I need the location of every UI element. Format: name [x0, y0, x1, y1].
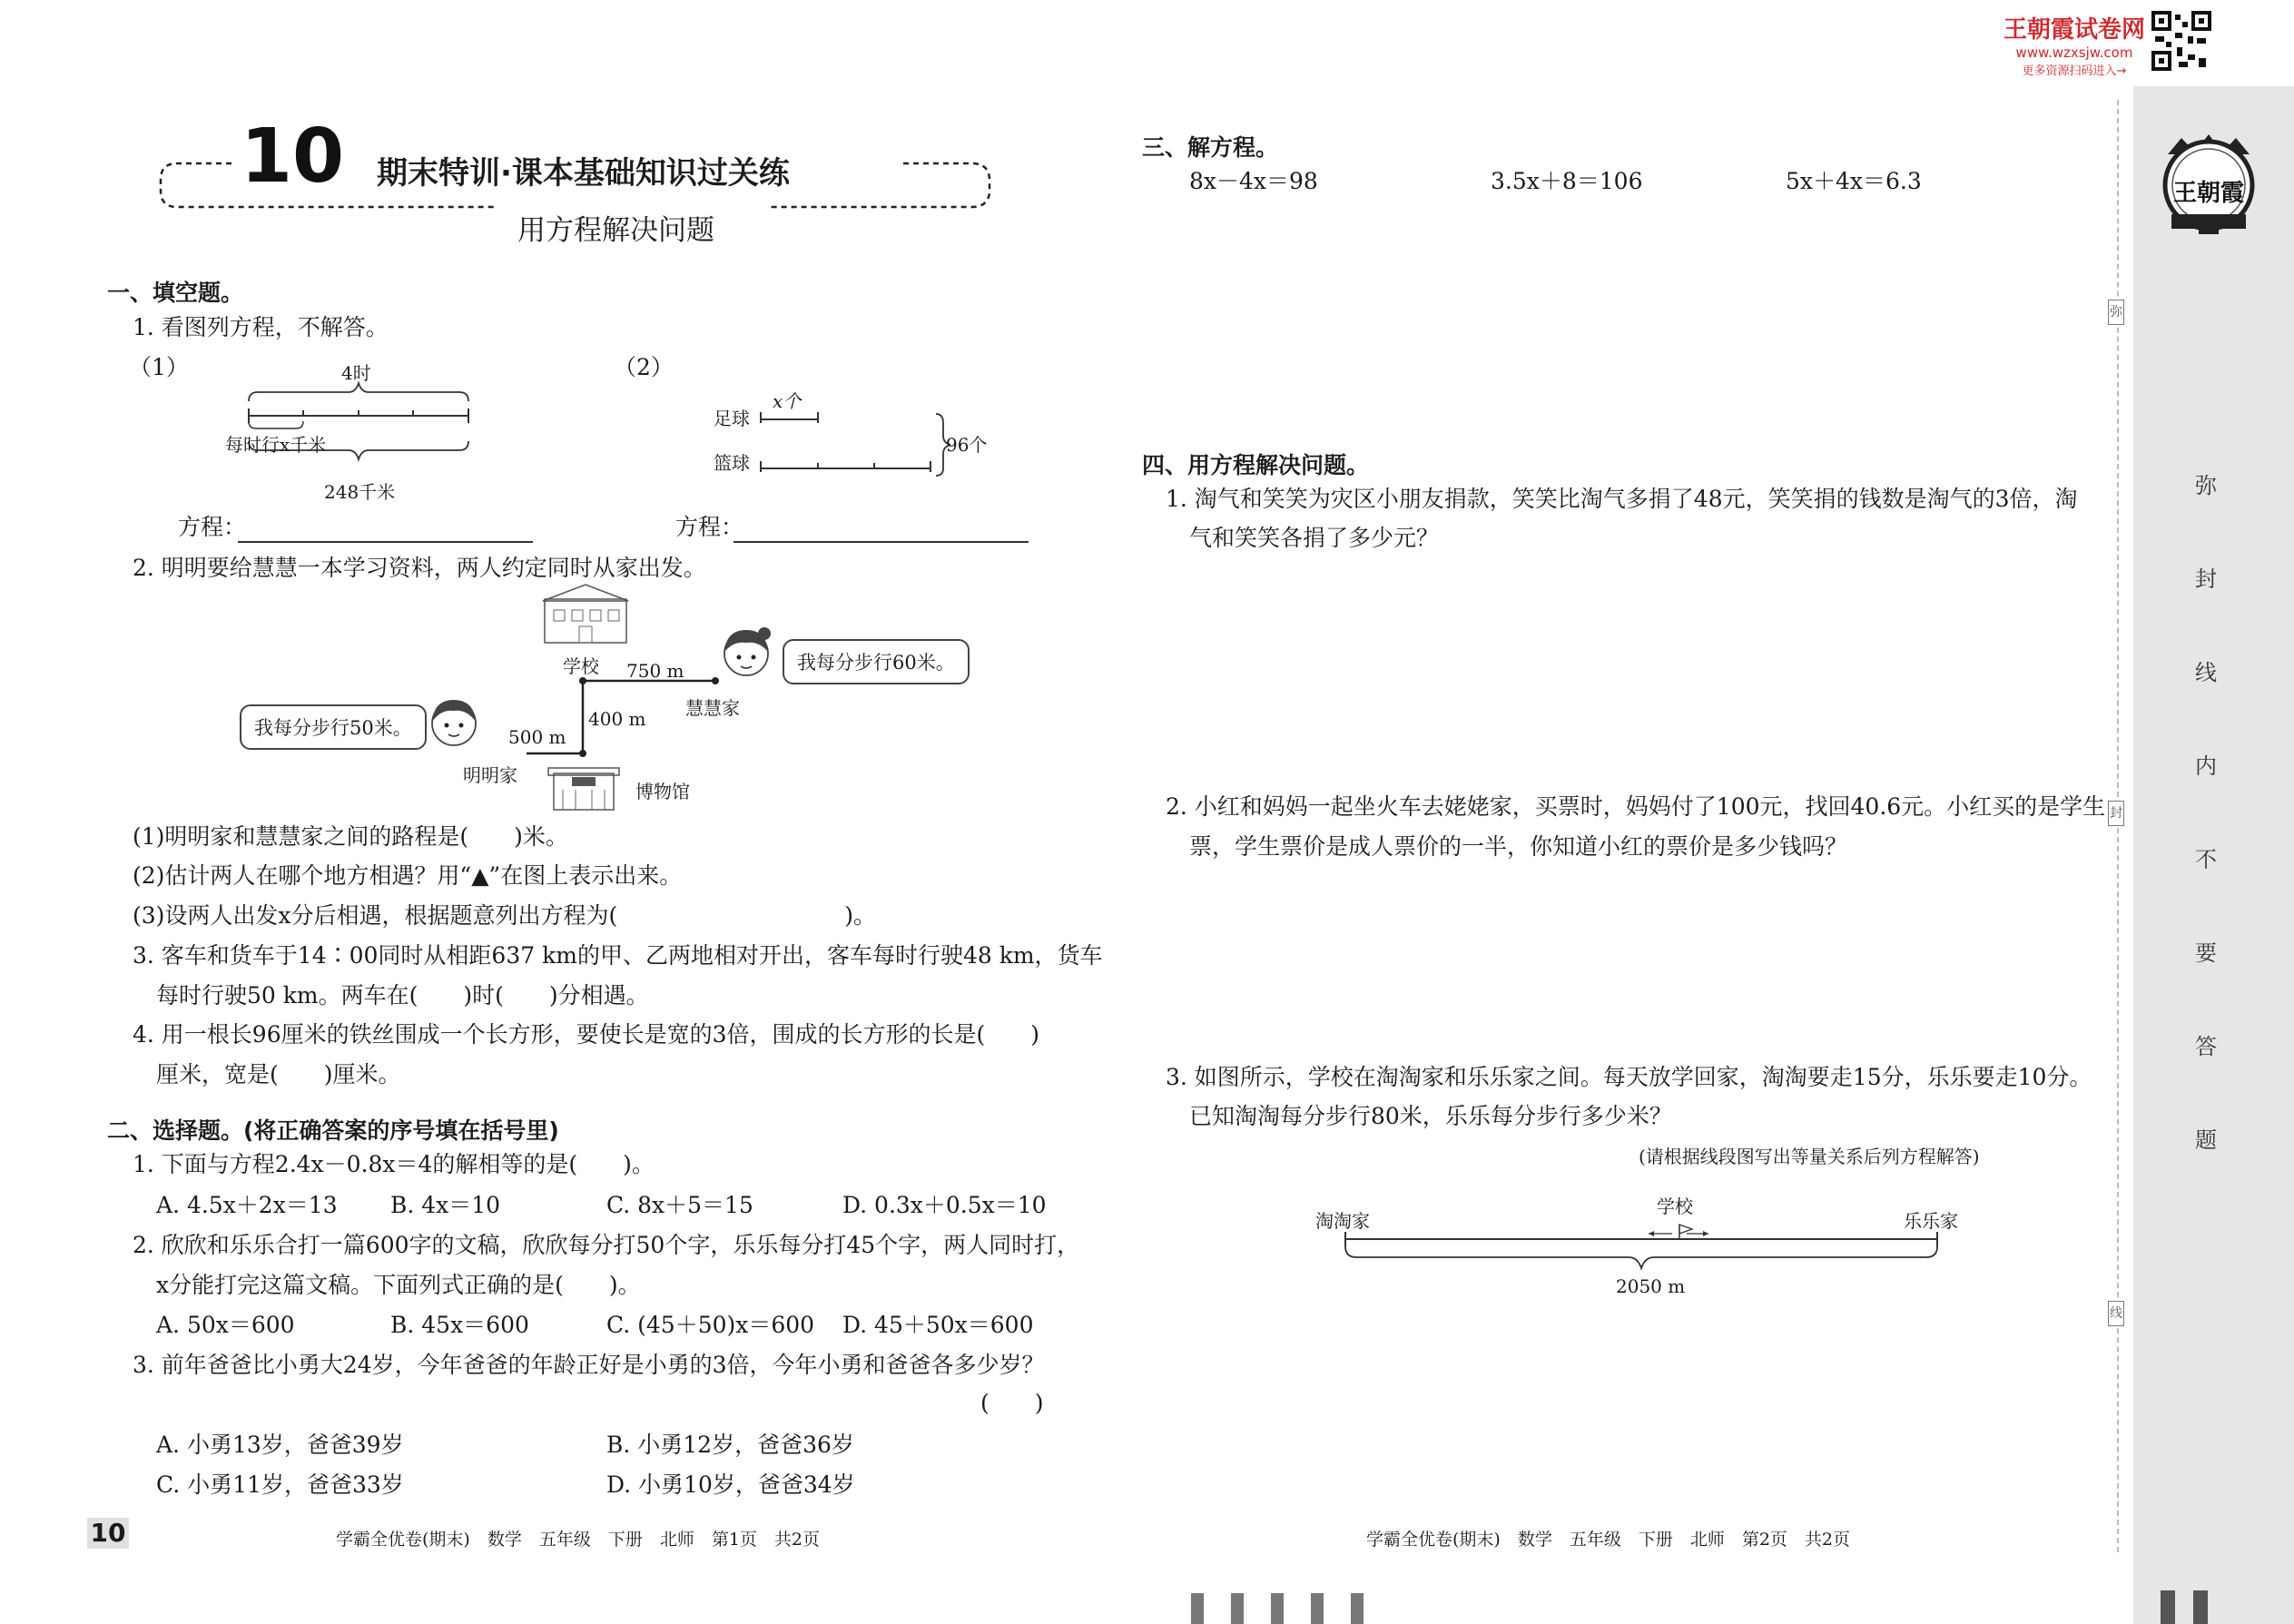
- registration-marks-right: [2161, 1590, 2215, 1624]
- logo-badge: [2159, 127, 2259, 236]
- map-label-huihui: 慧慧家: [685, 697, 740, 719]
- registration-marks: [1191, 1593, 1373, 1624]
- speech-bubble-huihui: 我每分步行60米。: [783, 639, 970, 684]
- section-heading-word-problems: 四、用方程解决问题。: [1142, 452, 1370, 478]
- binding-stamp: 弥: [2108, 300, 2124, 325]
- option-b[interactable]: B. 4x＝10: [390, 1192, 501, 1218]
- map-label-mingming: 明明家: [463, 764, 517, 786]
- unit-number: 10: [241, 113, 345, 200]
- segment-diagram-1: [245, 381, 481, 472]
- option-d[interactable]: D. 45＋50x＝600: [842, 1312, 1034, 1338]
- option-b[interactable]: B. 45x＝600: [390, 1312, 529, 1338]
- option-a[interactable]: A. 50x＝600: [156, 1312, 295, 1338]
- option-c[interactable]: C. 小勇11岁，爸爸33岁: [156, 1471, 404, 1498]
- diagram-label: 篮球: [714, 452, 750, 474]
- watermark-site: 王朝霞试卷网: [2003, 16, 2145, 44]
- question-line: 3. 如图所示，学校在淘淘家和乐乐家之间。每天放学回家，淘淘要走15分，乐乐要走10分。: [1166, 1064, 2092, 1090]
- equation-label: 方程：: [675, 514, 744, 540]
- option-a[interactable]: A. 4.5x＋2x＝13: [156, 1192, 338, 1218]
- diagram-label: 4时: [341, 362, 371, 384]
- question-line: 3. 客车和货车于14∶00同时从相距637 km的甲、乙两地相对开出，客车每时行驶48 km，货车: [133, 942, 1103, 969]
- diagram-label: 淘淘家: [1315, 1210, 1370, 1232]
- diagram-label: 乐乐家: [1904, 1210, 1958, 1232]
- question-line: 1. 淘气和笑笑为灾区小朋友捐款，笑笑比淘气多捐了48元，笑笑捐的钱数是淘气的3倍，淘: [1166, 486, 2078, 512]
- boy-icon: [427, 694, 481, 749]
- diagram-label: x个: [773, 390, 802, 412]
- option-c[interactable]: C. (45＋50)x＝600: [606, 1312, 815, 1338]
- question-line: 厘米，宽是( )厘米。: [156, 1061, 401, 1088]
- question-line: 2. 欣欣和乐乐合打一篇600字的文稿，欣欣每分打50个字，乐乐每分打45个字，两人同时打，: [133, 1232, 1080, 1258]
- section-heading-fill: 一、填空题。: [107, 280, 244, 306]
- route-map: [527, 581, 999, 817]
- section-heading-solve: 三、解方程。: [1142, 134, 1279, 161]
- option-a[interactable]: A. 小勇13岁，爸爸39岁: [156, 1432, 404, 1458]
- watermark-url: www.wzxsjw.com: [2015, 44, 2133, 61]
- diagram-label: 足球: [714, 408, 750, 429]
- binding-stamp: 封: [2108, 801, 2124, 826]
- diagram-label: 学校: [1657, 1196, 1693, 1217]
- question-stem: 1. 看图列方程，不解答。: [133, 314, 389, 340]
- map-label-distance: 750 m: [626, 660, 684, 682]
- sidebar-char: 弥: [2195, 473, 2217, 498]
- question-line: 票，学生票价是成人票价的一半，你知道小红的票价是多少钱吗？: [1189, 833, 1848, 860]
- map-label-distance: 500 m: [508, 726, 566, 748]
- equation-label: 方程：: [178, 514, 247, 540]
- equation-answer-field[interactable]: [733, 514, 1029, 543]
- page-subtitle: 用方程解决问题: [517, 214, 714, 247]
- question-line: 4. 用一根长96厘米的铁丝围成一个长方形，要使长是宽的3倍，围成的长方形的长是( ): [133, 1021, 1040, 1048]
- question-stem: 1. 下面与方程2.4x－0.8x＝4的解相等的是( )。: [133, 1151, 655, 1177]
- museum-icon: [548, 768, 619, 810]
- question-stem: 3. 前年爸爸比小勇大24岁，今年爸爸的年龄正好是小勇的3倍，今年小勇和爸爸各多少岁？: [133, 1352, 1045, 1378]
- sidebar-char: 答: [2195, 1034, 2217, 1059]
- question-stem: 2. 明明要给慧慧一本学习资料，两人约定同时从家出发。: [133, 555, 706, 581]
- option-c[interactable]: C. 8x＋5＝15: [606, 1192, 753, 1218]
- option-d[interactable]: D. 0.3x＋0.5x＝10: [842, 1192, 1047, 1218]
- sidebar-char: 内: [2195, 753, 2217, 779]
- page-footer: 学霸全优卷(期末) 数学 五年级 下册 北师 第1页 共2页: [336, 1530, 821, 1550]
- school-icon: [543, 585, 628, 643]
- map-label-distance: 400 m: [588, 708, 646, 730]
- diagram-label: 96个: [946, 434, 988, 456]
- question-line: 已知淘淘每分步行80米，乐乐每分步行多少米？: [1189, 1103, 1672, 1129]
- equation: 8x－4x＝98: [1189, 168, 1318, 194]
- diagram-label: 2050 m: [1616, 1275, 1686, 1297]
- instruction-note: (请根据线段图写出等量关系后列方程解答): [1639, 1146, 1980, 1167]
- question-line: 气和笑笑各捐了多少元？: [1189, 525, 1440, 551]
- part-label: （2）: [614, 354, 674, 380]
- logo-text: 王朝霞: [2172, 180, 2244, 207]
- sidebar-char: 不: [2195, 847, 2217, 872]
- question-line: x分能打完这篇文稿。下面列式正确的是( )。: [156, 1272, 641, 1298]
- watermark: [1997, 11, 2151, 78]
- sidebar-char: 题: [2195, 1127, 2217, 1153]
- sub-question: (2)估计两人在哪个地方相遇？用“▲”在图上表示出来。: [133, 862, 683, 889]
- question-line: 每时行驶50 km。两车在( )时( )分相遇。: [156, 982, 649, 1009]
- answer-paren[interactable]: ( ): [980, 1390, 1044, 1416]
- equation-answer-field[interactable]: [238, 514, 533, 543]
- page-footer: 学霸全优卷(期末) 数学 五年级 下册 北师 第2页 共2页: [1366, 1530, 1851, 1550]
- sidebar-char: 线: [2195, 660, 2217, 685]
- option-d[interactable]: D. 小勇10岁，爸爸34岁: [606, 1471, 855, 1498]
- equation: 5x＋4x＝6.3: [1786, 168, 1922, 194]
- page-title: 期末特训·课本基础知识过关练: [377, 155, 790, 192]
- map-label-school: 学校: [563, 655, 599, 677]
- speech-bubble-mingming: 我每分步行50米。: [240, 704, 427, 750]
- map-label-museum: 博物馆: [635, 781, 690, 802]
- binding-stamp: 线: [2108, 1301, 2124, 1326]
- equation: 3.5x＋8＝106: [1491, 168, 1643, 194]
- sidebar-char: 封: [2195, 566, 2217, 592]
- qr-code-icon: [2151, 11, 2211, 71]
- girl-icon: [724, 627, 771, 675]
- page-number-badge: 10: [87, 1518, 129, 1549]
- option-b[interactable]: B. 小勇12岁，爸爸36岁: [606, 1432, 854, 1458]
- part-label: （1）: [129, 354, 189, 380]
- sub-question: (1)明明家和慧慧家之间的路程是( )米。: [133, 823, 568, 850]
- diagram-label: 248千米: [324, 481, 396, 503]
- watermark-hint: 更多资源扫码进入→: [2022, 64, 2127, 78]
- diagram-label: 每时行x千米: [225, 434, 327, 456]
- sidebar-char: 要: [2195, 940, 2217, 966]
- sub-question: (3)设两人出发x分后相遇，根据题意列出方程为( )。: [133, 902, 877, 929]
- section-heading-choice: 二、选择题。(将正确答案的序号填在括号里): [107, 1117, 559, 1144]
- question-line: 2. 小红和妈妈一起坐火车去姥姥家，买票时，妈妈付了100元，找回40.6元。小红买的是学生: [1166, 793, 2106, 820]
